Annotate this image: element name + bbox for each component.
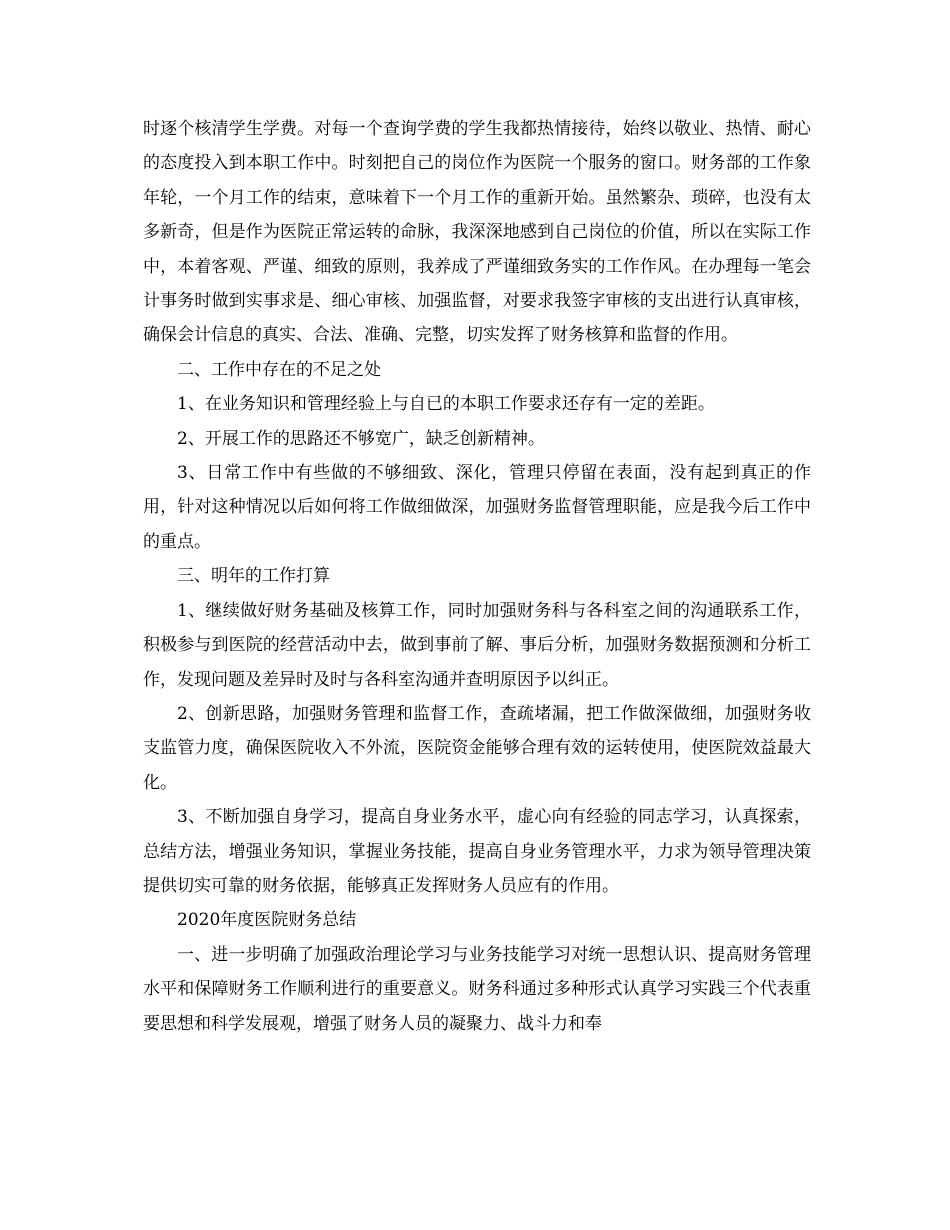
document-subtitle: 2020年度医院财务总结	[177, 910, 357, 931]
section-heading-shortcomings: 二、工作中存在的不足之处	[177, 359, 381, 380]
paragraph-plan-2: 2、创新思路，加强财务管理和监督工作，查疏堵漏，把工作做深做细，加强财务收支监管力度，确保医院收入不外流，医院资金能够合理有效的运转使用，使医院效益最大化。	[143, 703, 811, 793]
paragraph-shortcoming-1: 1、在业务知识和管理经验上与自已的本职工作要求还存有一定的差距。	[177, 394, 715, 415]
paragraph-plan-3: 3、不断加强自身学习，提高自身业务水平，虚心向有经验的同志学习，认真探索，总结方法，增强业务知识，掌握业务技能，提高自身业务管理水平，力求为领导管理决策提供切实可靠的财务依据，能够真正发挥财务人员应有的作用。	[143, 807, 811, 896]
paragraph-plan-1: 1、继续做好财务基础及核算工作，同时加强财务科与各科室之间的沟通联系工作，积极参与到医院的经营活动中去，做到事前了解、事后分析，加强财务数据预测和分析工作，发现问题及差异时及时与各科室沟通并查明原因予以纠正。	[143, 600, 811, 690]
section-heading-next-year-plan: 三、明年的工作打算	[177, 566, 330, 587]
paragraph-section-1: 一、进一步明确了加强政治理论学习与业务技能学习对统一思想认识、提高财务管理水平和保障财务工作顺利进行的重要意义。财务科通过多种形式认真学习实践三个代表重要思想和科学发展观，增强了财务人员的凝聚力、战斗力和奉	[143, 944, 811, 1034]
paragraph-shortcoming-2: 2、开展工作的思路还不够宽广，缺乏创新精神。	[177, 428, 545, 449]
paragraph-shortcoming-3: 3、日常工作中有些做的不够细致、深化，管理只停留在表面，没有起到真正的作用，针对这种情况以后如何将工作做细做深，加强财务监督管理职能，应是我今后工作中的重点。	[143, 463, 811, 552]
paragraph-continued: 时逐个核清学生学费。对每一个查询学费的学生我都热情接待，始终以敬业、热情、耐心的态度投入到本职工作中。时刻把自己的岗位作为医院一个服务的窗口。财务部的工作象年轮，一个月工作的结束，意味着下一个月工作的重新开始。虽然繁杂、琐碎，也没有太多新奇，但是作为医院正常运转的命脉，我深深地感到自己岗位的价值，所以在实际工作中，本着客观、严谨、细致的原则，我养成了严谨细致务实的工作作风。在办理每一笔会计事务时做到实事求是、细心审核、加强监督，对要求我签字审核的支出进行认真审核，确保会计信息的真实、合法、准确、完整，切实发挥了财务核算和监督的作用。	[143, 119, 811, 346]
document-page	[143, 112, 811, 1041]
